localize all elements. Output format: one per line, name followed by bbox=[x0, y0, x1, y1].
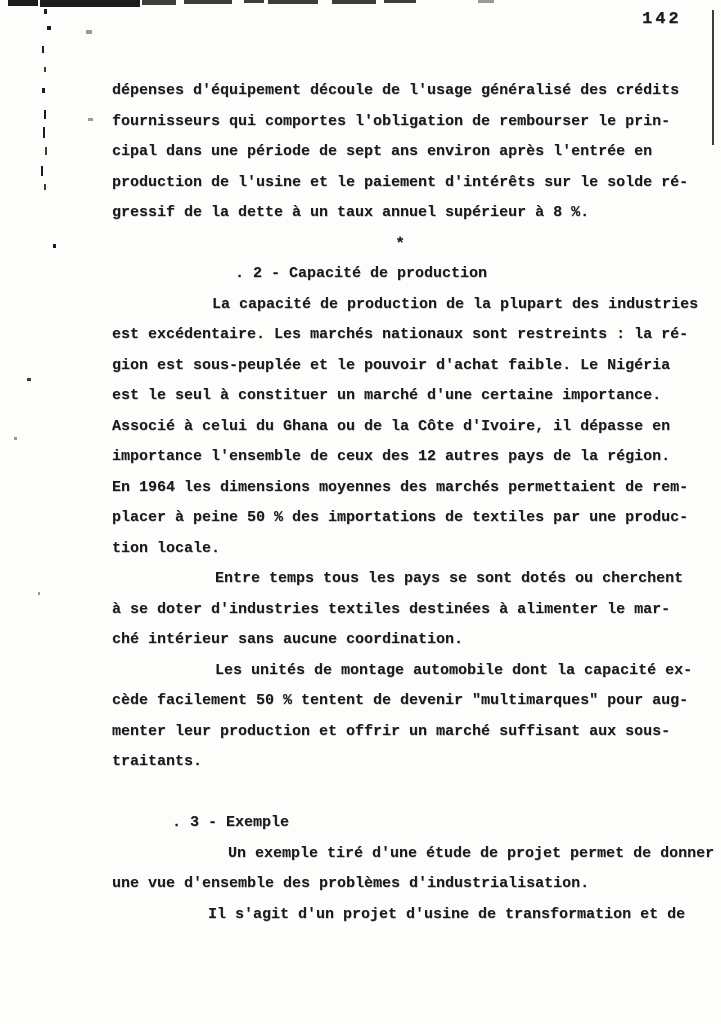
scan-artifact-top-band bbox=[478, 0, 494, 3]
text-line: Associé à celui du Ghana ou de la Côte d'Ivoire, il dépasse en bbox=[112, 417, 671, 435]
text-line: Les unités de montage automobile dont la capacité ex- bbox=[215, 661, 693, 679]
scan-artifact-left-mark bbox=[42, 46, 44, 53]
section-heading: . 2 - Capacité de production bbox=[235, 265, 488, 282]
scan-artifact-top-band bbox=[332, 0, 376, 4]
text-line: menter leur production et offrir un marché suffisant aux sous- bbox=[112, 722, 671, 740]
text-line: cède facilement 50 % tentent de devenir "multimarques" pour aug- bbox=[112, 692, 689, 709]
text-line: Il s'agit d'un projet d'usine de transformation et de bbox=[208, 905, 686, 923]
scan-artifact-left-mark bbox=[47, 26, 51, 30]
text-line: est le seul à constituer un marché d'une certaine importance. bbox=[112, 387, 662, 404]
scan-artifact-top-band bbox=[184, 0, 232, 4]
scan-artifact-left-mark bbox=[44, 67, 46, 72]
text-line: Entre temps tous les pays se sont dotés ou cherchent bbox=[215, 570, 684, 587]
text-line: ché intérieur sans aucune coordination. bbox=[112, 631, 464, 648]
scan-artifact-right-line bbox=[712, 10, 714, 145]
scan-artifact-top-band bbox=[244, 0, 264, 3]
scan-artifact-top-band bbox=[268, 0, 318, 4]
scan-artifact-left-mark bbox=[38, 592, 40, 595]
scan-artifact-left-mark bbox=[14, 437, 17, 440]
text-line: traitants. bbox=[112, 753, 203, 770]
text-line: fournisseurs qui comportes l'obligation de rembourser le prin- bbox=[112, 112, 671, 130]
scan-artifact-left-mark bbox=[43, 127, 45, 138]
text-line: gressif de la dette à un taux annuel supérieur à 8 %. bbox=[112, 204, 590, 221]
scan-artifact-top-band bbox=[142, 0, 176, 5]
text-line: cipal dans une période de sept ans environ après l'entrée en bbox=[112, 143, 653, 160]
text-line: placer à peine 50 % des importations de textiles par une produc- bbox=[112, 509, 689, 526]
text-line: En 1964 les dimensions moyennes des marchés permettaient de rem- bbox=[112, 478, 689, 496]
document-body-text bbox=[112, 76, 715, 930]
scan-artifact-left-mark bbox=[42, 88, 45, 93]
scan-artifact-left-mark bbox=[53, 244, 56, 248]
scan-artifact-left-mark bbox=[27, 378, 31, 381]
scan-artifact-top-band bbox=[8, 0, 38, 6]
text-line: gion est sous-peuplée et le pouvoir d'achat faible. Le Nigéria bbox=[112, 356, 671, 374]
paragraph-separator: * bbox=[395, 234, 405, 253]
scan-artifact-top-band bbox=[384, 0, 416, 3]
text-line: dépenses d'équipement découle de l'usage généralisé des crédits bbox=[112, 82, 680, 99]
text-line: importance l'ensemble de ceux des 12 autres pays de la région. bbox=[112, 448, 671, 465]
text-line: une vue d'ensemble des problèmes d'industrialisation. bbox=[112, 875, 590, 892]
scan-artifact-left-mark bbox=[41, 166, 43, 176]
page-number: 142 bbox=[642, 10, 682, 29]
text-line: à se doter d'industries textiles destinées à alimenter le mar- bbox=[112, 600, 671, 618]
scan-artifact-left-mark bbox=[44, 9, 47, 14]
section-heading: . 3 - Exemple bbox=[172, 814, 290, 831]
text-line: La capacité de production de la plupart des industries bbox=[212, 295, 699, 313]
text-line: production de l'usine et le paiement d'intérêts sur le solde ré- bbox=[112, 173, 689, 191]
scan-artifact-left-mark bbox=[44, 110, 46, 119]
blank-line bbox=[112, 778, 712, 809]
scan-artifact-left-mark bbox=[88, 118, 93, 121]
text-line: est excédentaire. Les marchés nationaux sont restreints : la ré- bbox=[112, 326, 689, 343]
scan-artifact-top-band bbox=[40, 0, 140, 7]
text-line: tion locale. bbox=[112, 539, 221, 557]
scan-artifact-left-mark bbox=[45, 147, 47, 155]
scan-artifact-left-mark bbox=[44, 184, 46, 190]
text-line: Un exemple tiré d'une étude de projet permet de donner bbox=[228, 844, 715, 862]
scan-artifact-left-mark bbox=[86, 30, 92, 34]
